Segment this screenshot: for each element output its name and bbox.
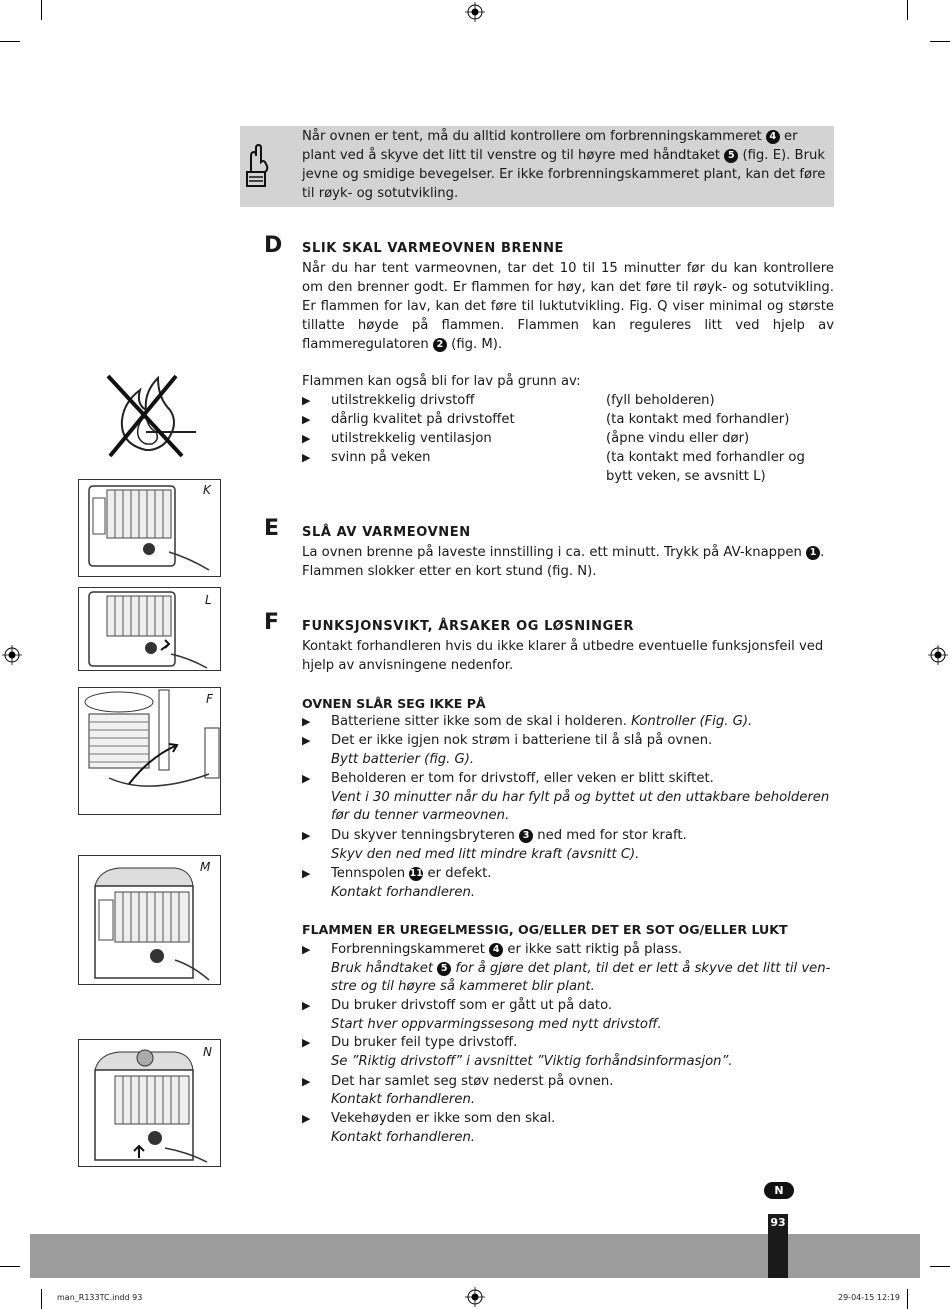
crop-mark	[907, 1289, 908, 1309]
no-flame-icon	[100, 370, 200, 460]
bullet-arrow-icon: ▶	[302, 999, 311, 1012]
crop-mark	[41, 0, 42, 20]
section-f-paragraph: Kontakt forhandleren hvis du ikke klarer å utbedre eventuelle funksjonsfeil ved hjelp av anvisningene nedenfor.	[302, 639, 824, 673]
figure-label-m: M	[200, 860, 211, 874]
list-item: Vekehøyden er ikke som den skal.	[331, 1111, 556, 1126]
subheading-no-ignition: OVNEN SLÅR SEG IKKE PÅ	[302, 696, 486, 711]
warning-note-text: Når ovnen er tent, må du alltid kontrollere om forbrenningskammeret 4 er plant ved å skyve det litt til venstre og til høyre med håndtaket 5 (fig. E). Bruk jevne og smidige bevegelser. Er ikke forbrenningskammeret plant, kan det føre til røyk- og sotutvikling.	[302, 129, 826, 201]
cause-fix: bytt veken, se avsnitt L)	[606, 469, 766, 484]
list-item-remedy: Kontakt forhandleren.	[331, 1092, 476, 1107]
language-badge: N	[764, 1182, 794, 1199]
slug-file: man_R133TC.indd 93	[57, 1293, 143, 1302]
list-item-remedy: Vent i 30 minutter når du har fylt på og byttet ut den uttakbare beholderen	[331, 790, 830, 805]
slug-date: 29-04-15 12:19	[838, 1293, 900, 1302]
list-item: Du bruker drivstoff som er gått ut på dato.	[331, 998, 613, 1013]
list-item: Du skyver tenningsbryteren 3 ned med for stor kraft.	[331, 828, 687, 843]
crop-mark	[930, 1266, 950, 1267]
list-item-remedy: stre og til høyre så kammeret blir plant.	[331, 979, 595, 994]
list-item-remedy: Start hver oppvarmingssesong med nytt drivstoff.	[331, 1017, 662, 1032]
crop-mark	[907, 0, 908, 20]
section-e-line: Flammen slokker etter en kort stund (fig. N).	[302, 564, 597, 579]
section-heading-d: SLIK SKAL VARMEOVNEN BRENNE	[302, 241, 565, 256]
registration-mark-icon	[465, 2, 485, 22]
cause-fix: (fyll beholderen)	[606, 393, 715, 408]
bullet-arrow-icon: ▶	[302, 1112, 311, 1125]
crop-mark	[930, 41, 950, 42]
crop-mark	[0, 41, 20, 42]
registration-mark-icon	[465, 1287, 485, 1307]
list-item-remedy: Se ”Riktig drivstoff” i avsnittet ”Viktig forhåndsinformasjon”.	[331, 1054, 733, 1069]
list-item-remedy: Bruk håndtaket 5 for å gjøre det plant, til det er lett å skyve det litt til ven-	[331, 961, 831, 976]
bullet-arrow-icon: ▶	[302, 772, 311, 785]
section-e-line: La ovnen brenne på laveste innstilling i ca. ett minutt. Trykk på AV-knappen 1 .	[302, 545, 825, 560]
list-item-remedy: Bytt batterier (fig. G).	[331, 752, 475, 767]
section-letter-e: E	[264, 516, 280, 541]
list-item: Det er ikke igjen nok strøm i batteriene til å slå på ovnen.	[331, 733, 713, 748]
list-item: Beholderen er tom for drivstoff, eller veken er blitt skiftet.	[331, 771, 714, 786]
bullet-arrow-icon: ▶	[302, 715, 311, 728]
list-item: Du bruker feil type drivstoff.	[331, 1035, 518, 1050]
list-item-remedy: Skyv den ned med litt mindre kraft (avsnitt C).	[331, 847, 640, 862]
figure-f	[78, 687, 221, 815]
bullet-arrow-icon: ▶	[302, 451, 311, 464]
section-heading-f: FUNKSJONSVIKT, ÅRSAKER OG LØSNINGER	[302, 619, 634, 634]
list-item-remedy: før du tenner varmeovnen.	[331, 808, 510, 823]
section-d-paragraph: Når du har tent varmeovnen, tar det 10 til 15 minutter før du kan kontrollere om den brenner godt. Er flammen for høy, kan det føre til røyk- og sotutvikling. Er flammen for lav, kan det føre til luktutvikling. Fig. Q viser minimal og største tillatte høyde på flammen. Flammen kan reguleres litt ved hjelp av flammeregulatoren 2 (fig. M).	[302, 261, 834, 352]
section-heading-e: SLÅ AV VARMEOVNEN	[302, 525, 471, 540]
figure-m	[78, 855, 221, 985]
registration-mark-icon	[928, 645, 948, 665]
list-item: Tennspolen 11 er defekt.	[331, 866, 492, 881]
list-item: Det har samlet seg støv nederst på ovnen.	[331, 1074, 614, 1089]
crop-mark	[41, 1289, 42, 1309]
figure-label-f: F	[206, 692, 213, 706]
bullet-arrow-icon: ▶	[302, 1036, 311, 1049]
bullet-arrow-icon: ▶	[302, 734, 311, 747]
bullet-arrow-icon: ▶	[302, 1075, 311, 1088]
figure-label-n: N	[203, 1045, 212, 1059]
figure-l	[78, 587, 221, 671]
figure-k	[78, 479, 221, 577]
bullet-arrow-icon: ▶	[302, 829, 311, 842]
pointing-hand-icon	[243, 144, 271, 188]
section-letter-d: D	[264, 233, 283, 258]
figure-n	[78, 1039, 221, 1167]
cause-item: svinn på veken	[331, 450, 431, 465]
figure-label-l: L	[205, 593, 212, 607]
list-item-remedy: Kontakt forhandleren.	[331, 1130, 476, 1145]
subheading-irregular-flame: FLAMMEN ER UREGELMESSIG, OG/ELLER DET ER SOT OG/ELLER LUKT	[302, 922, 788, 937]
list-item: Batteriene sitter ikke som de skal i holderen. Kontroller (Fig. G).	[331, 714, 753, 729]
bullet-arrow-icon: ▶	[302, 394, 311, 407]
registration-mark-icon	[2, 645, 22, 665]
cause-item: utilstrekkelig ventilasjon	[331, 431, 492, 446]
figure-label-k: K	[203, 483, 211, 497]
cause-fix: (åpne vindu eller dør)	[606, 431, 750, 446]
page-number: 93	[770, 1216, 786, 1229]
cause-item: dårlig kvalitet på drivstoffet	[331, 412, 515, 427]
list-item: Forbrenningskammeret 4 er ikke satt riktig på plass.	[331, 942, 683, 957]
bullet-arrow-icon: ▶	[302, 867, 311, 880]
bullet-arrow-icon: ▶	[302, 432, 311, 445]
causes-intro: Flammen kan også bli for lav på grunn av:	[302, 374, 581, 389]
section-letter-f: F	[264, 610, 280, 635]
bullet-arrow-icon: ▶	[302, 413, 311, 426]
bullet-arrow-icon: ▶	[302, 943, 311, 956]
list-item-remedy: Kontakt forhandleren.	[331, 885, 476, 900]
cause-fix: (ta kontakt med forhandler og	[606, 450, 805, 465]
cause-item: utilstrekkelig drivstoff	[331, 393, 475, 408]
crop-mark	[0, 1266, 20, 1267]
cause-fix: (ta kontakt med forhandler)	[606, 412, 790, 427]
